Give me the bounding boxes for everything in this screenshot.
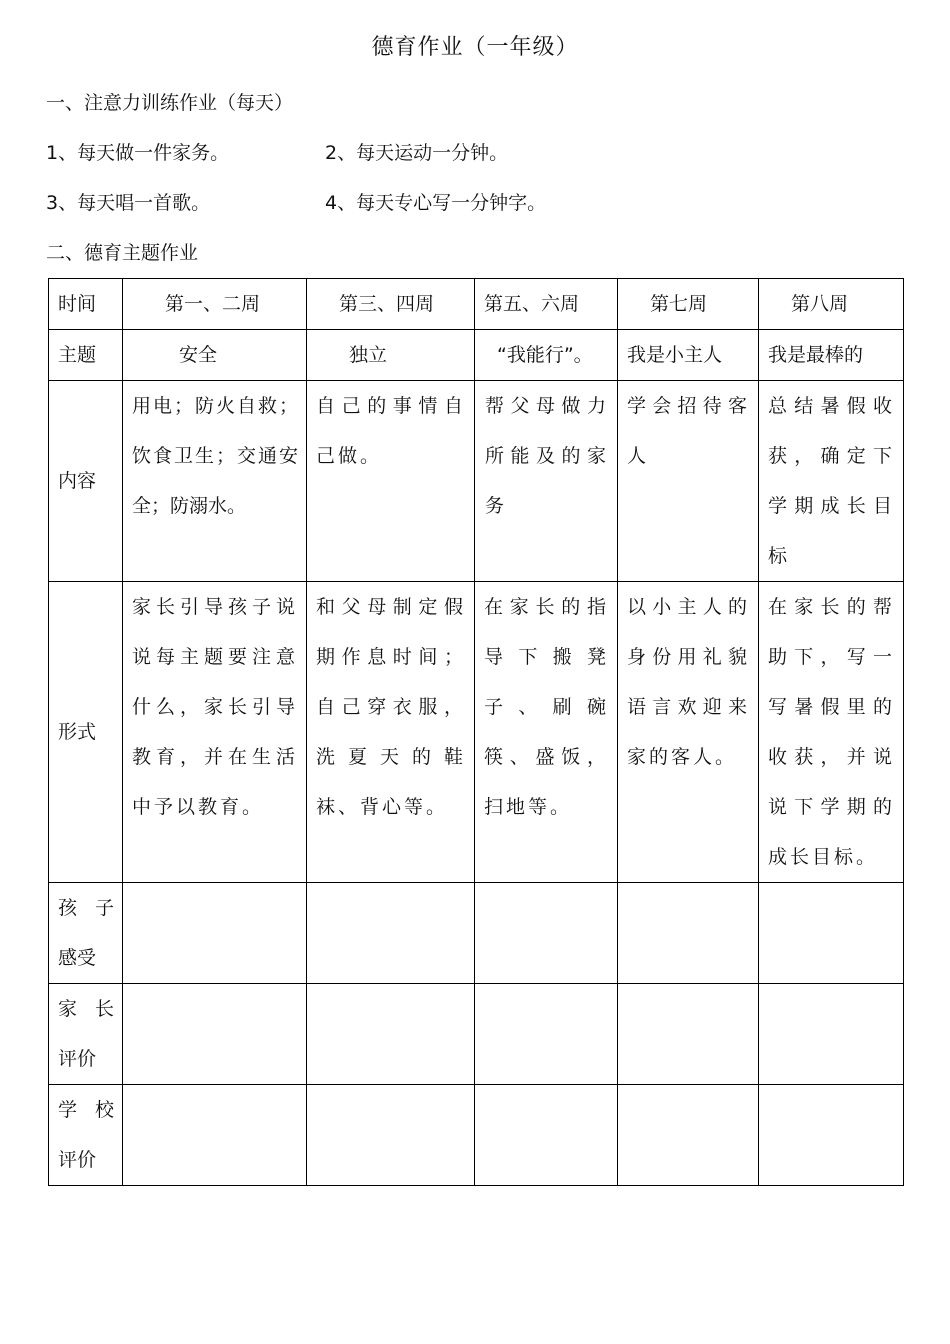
child-feeling-cell-3[interactable] <box>475 883 618 984</box>
content-8: 总结暑假收获，确定下学期成长目标 <box>759 381 904 582</box>
task-1: 1、每天做一件家务。 <box>46 142 230 164</box>
school-evaluation-cell-3[interactable] <box>475 1085 618 1186</box>
content-7: 学会招待客人 <box>618 381 759 582</box>
school-evaluation-cell-5[interactable] <box>759 1085 904 1186</box>
school-evaluation-cell-4[interactable] <box>618 1085 759 1186</box>
period-3-4: 第三、四周 <box>307 279 475 330</box>
task-2: 2、每天运动一分钟。 <box>325 142 509 164</box>
content-5-6: 帮父母做力所能及的家务 <box>475 381 618 582</box>
row-label-time: 时间 <box>49 279 123 330</box>
row-label-school-evaluation: 学 校评价 <box>49 1085 123 1186</box>
row-label-theme: 主题 <box>49 330 123 381</box>
period-8: 第八周 <box>759 279 904 330</box>
page-title: 德育作业（一年级） <box>371 35 579 60</box>
period-5-6: 第五、六周 <box>475 279 618 330</box>
child-feeling-cell-1[interactable] <box>123 883 307 984</box>
row-label-form: 形式 <box>49 582 123 883</box>
child-feeling-cell-5[interactable] <box>759 883 904 984</box>
table-row-parent-evaluation <box>49 984 904 1085</box>
school-evaluation-cell-1[interactable] <box>123 1085 307 1186</box>
row-label-child-feeling: 孩 子感受 <box>49 883 123 984</box>
section2-heading: 二、德育主题作业 <box>46 242 199 264</box>
table-row-form <box>49 582 904 883</box>
form-1-2: 家长引导孩子说说每主题要注意什么，家长引导教育，并在生活中予以教育。 <box>123 582 307 883</box>
parent-evaluation-cell-2[interactable] <box>307 984 475 1085</box>
theme-independence: 独立 <box>307 330 475 381</box>
row-label-content: 内容 <box>49 381 123 582</box>
form-3-4: 和父母制定假期作息时间；自己穿衣服，洗夏天的鞋袜、背心等。 <box>307 582 475 883</box>
theme-i-can: “我能行”。 <box>475 330 618 381</box>
school-evaluation-cell-2[interactable] <box>307 1085 475 1186</box>
table-row-school-evaluation <box>49 1085 904 1186</box>
parent-evaluation-cell-5[interactable] <box>759 984 904 1085</box>
table-row-theme <box>49 330 904 381</box>
row-label-parent-evaluation: 家 长评价 <box>49 984 123 1085</box>
table-row-child-feeling <box>49 883 904 984</box>
theme-best: 我是最棒的 <box>759 330 904 381</box>
parent-evaluation-cell-4[interactable] <box>618 984 759 1085</box>
table-row-content <box>49 381 904 582</box>
form-7: 以小主人的身份用礼貌语言欢迎来家的客人。 <box>618 582 759 883</box>
table-row-time <box>49 279 904 330</box>
content-1-2: 用电；防火自救；饮食卫生；交通安全；防溺水。 <box>123 381 307 582</box>
period-7: 第七周 <box>618 279 759 330</box>
theme-safety: 安全 <box>123 330 307 381</box>
parent-evaluation-cell-1[interactable] <box>123 984 307 1085</box>
form-5-6: 在家长的指导下搬凳子、刷碗筷、盛饭，扫地等。 <box>475 582 618 883</box>
period-1-2: 第一、二周 <box>123 279 307 330</box>
child-feeling-cell-2[interactable] <box>307 883 475 984</box>
form-8: 在家长的帮助下，写一写暑假里的收获，并说说下学期的成长目标。 <box>759 582 904 883</box>
content-3-4: 自己的事情自己做。 <box>307 381 475 582</box>
theme-little-host: 我是小主人 <box>618 330 759 381</box>
child-feeling-cell-4[interactable] <box>618 883 759 984</box>
homework-table <box>48 278 904 1186</box>
parent-evaluation-cell-3[interactable] <box>475 984 618 1085</box>
section1-heading: 一、注意力训练作业（每天） <box>46 92 294 114</box>
task-3: 3、每天唱一首歌。 <box>46 192 211 214</box>
task-4: 4、每天专心写一分钟字。 <box>325 192 547 214</box>
